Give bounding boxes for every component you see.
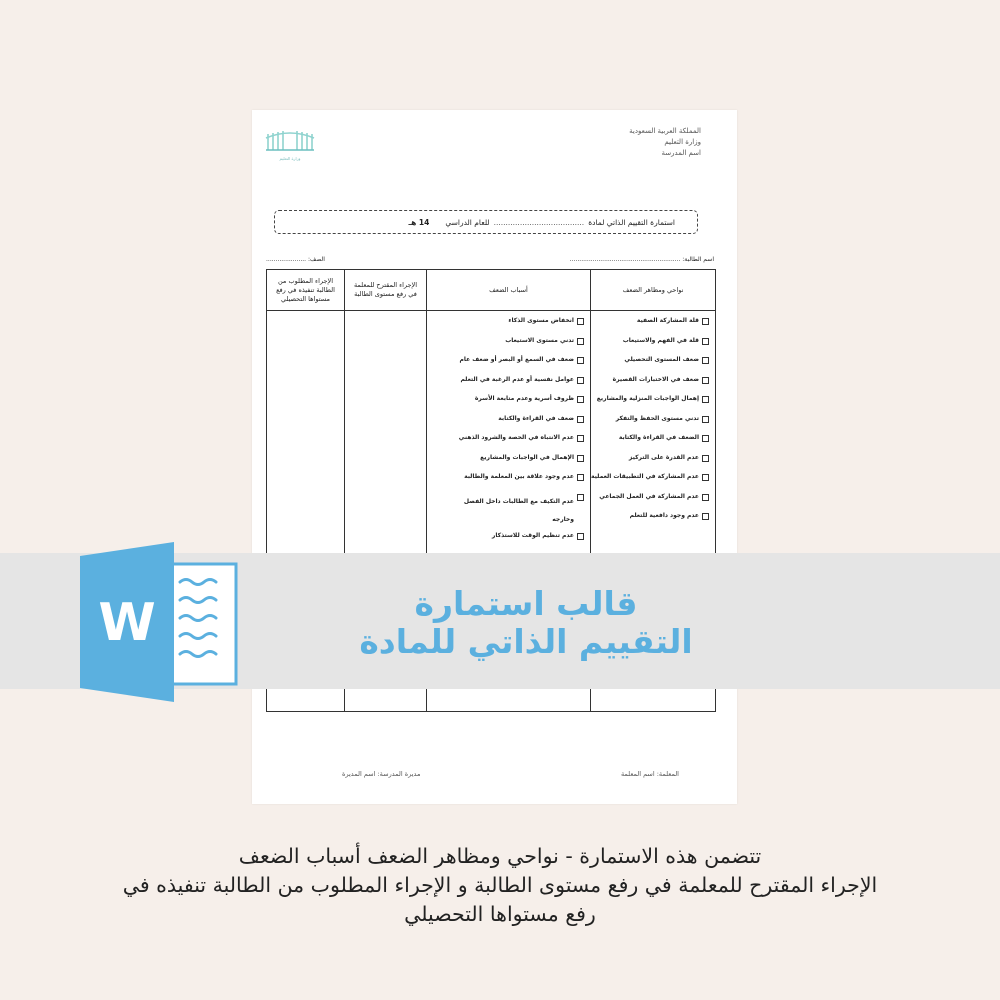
word-icon	[78, 542, 240, 702]
header-country: المملكة العربية السعودية	[629, 127, 701, 135]
list-item: الضعف في القراءة والكتابة	[591, 434, 709, 454]
checkbox[interactable]	[702, 377, 709, 384]
checkbox[interactable]	[577, 533, 584, 540]
checkbox[interactable]	[577, 455, 584, 462]
teacher-signature-label: المعلمة: اسم المعلمة	[620, 770, 679, 778]
student-info-line	[266, 256, 714, 263]
list-item: الإهمال في الواجبات والمشاريع	[427, 454, 584, 474]
header-school: اسم المدرسة	[661, 149, 701, 157]
description-text	[20, 842, 980, 929]
causes-list	[427, 311, 590, 551]
list-item: ضعف في الاختبارات القصيرة	[591, 376, 709, 396]
list-item: ظروف أسرية وعدم متابعة الأسرة	[427, 395, 584, 415]
subject-blank: ......................................	[493, 217, 585, 227]
list-item: عدم الانتباه في الحصة والشرود الذهني	[427, 434, 584, 454]
banner-title-line-1: قالب استمارة	[414, 584, 638, 623]
banner-title	[300, 585, 752, 661]
list-item: إهمال الواجبات المنزلية والمشاريع	[591, 395, 709, 415]
header-ministry: وزارة التعليم	[664, 138, 701, 146]
checkbox[interactable]	[702, 357, 709, 364]
checkbox[interactable]	[577, 435, 584, 442]
list-item: عدم وجود علاقة بين المعلمة والطالبة	[427, 473, 584, 493]
column-header-teacher-action: الإجراء المقترح للمعلمة في رفع مستوى الطالبة	[345, 270, 427, 311]
checkbox[interactable]	[702, 474, 709, 481]
checkbox[interactable]	[577, 416, 584, 423]
aspects-list	[591, 311, 715, 532]
document-preview	[252, 110, 737, 804]
list-item: قلة المشاركة الصفية	[591, 317, 709, 337]
list-item: ضعف في القراءة والكتابة	[427, 415, 584, 435]
list-item: عدم المشاركة في العمل الجماعي	[591, 493, 709, 513]
checkbox[interactable]	[702, 396, 709, 403]
student-name-field: اسم الطالبة: ..........................................................	[569, 256, 714, 263]
banner-title-line-2: التقييم الذاتي للمادة	[359, 622, 693, 661]
checkbox[interactable]	[702, 513, 709, 520]
academic-year-value: 14 هـ	[408, 217, 430, 227]
list-item: ضعف المستوى التحصيلي	[591, 356, 709, 376]
form-title-box	[274, 210, 698, 234]
description-line-1: تتضمن هذه الاستمارة - نواحي ومظاهر الضعف أسباب الضعف	[238, 844, 762, 868]
description-line-2: الإجراء المقترح للمعلمة في رفع مستوى الطالبة و الإجراء المطلوب من الطالبة تنفيذه في	[122, 873, 878, 897]
list-item: تدني مستوى الحفظ والتفكر	[591, 415, 709, 435]
class-field: الصف: .....................	[266, 256, 325, 263]
list-item: انخفاض مستوى الذكاء	[427, 317, 584, 337]
word-icon-letter: W	[98, 593, 156, 653]
logo-text: وزارة التعليم	[279, 156, 301, 161]
list-item: عدم القدرة على التركيز	[591, 454, 709, 474]
ministry-logo	[260, 126, 320, 162]
document-header	[629, 126, 701, 159]
list-item: عدم تنظيم الوقت للاستذكار	[427, 532, 584, 552]
checkbox[interactable]	[577, 494, 584, 501]
checkbox[interactable]	[577, 318, 584, 325]
checkbox[interactable]	[702, 318, 709, 325]
checkbox[interactable]	[577, 338, 584, 345]
list-item: عوامل نفسية أو عدم الرغبة في التعلم	[427, 376, 584, 396]
list-item: عدم التكيف مع الطالبات داخل الفصل وخارجه	[444, 493, 584, 532]
checkbox[interactable]	[702, 416, 709, 423]
checkbox[interactable]	[577, 474, 584, 481]
form-title: استمارة التقييم الذاتي لمادة	[588, 217, 675, 227]
checkbox[interactable]	[577, 357, 584, 364]
column-header-aspects: نواحي ومظاهر الضعف	[591, 270, 716, 311]
list-item: تدني مستوى الاستيعاب	[427, 337, 584, 357]
column-header-causes: أسباب الضعف	[427, 270, 591, 311]
checkbox[interactable]	[577, 377, 584, 384]
academic-year-label: للعام الدراسي	[445, 217, 490, 227]
checkbox[interactable]	[702, 455, 709, 462]
checkbox[interactable]	[702, 494, 709, 501]
checkbox[interactable]	[577, 396, 584, 403]
checkbox[interactable]	[702, 338, 709, 345]
description-line-3: رفع مستواها التحصيلي	[404, 902, 596, 926]
list-item: عدم وجود دافعية للتعلم	[591, 512, 709, 532]
checkbox[interactable]	[702, 435, 709, 442]
principal-signature-label: مديرة المدرسة: اسم المديرة	[342, 770, 421, 778]
column-header-student-action: الإجراء المطلوب من الطالبة تنفيذه في رفع مستواها التحصيلي	[267, 270, 345, 311]
list-item: قلة في الفهم والاستيعاب	[591, 337, 709, 357]
list-item: عدم المشاركة في التطبيقات العملية	[591, 473, 709, 493]
list-item: ضعف في السمع أو البصر أو ضعف عام	[427, 356, 584, 376]
